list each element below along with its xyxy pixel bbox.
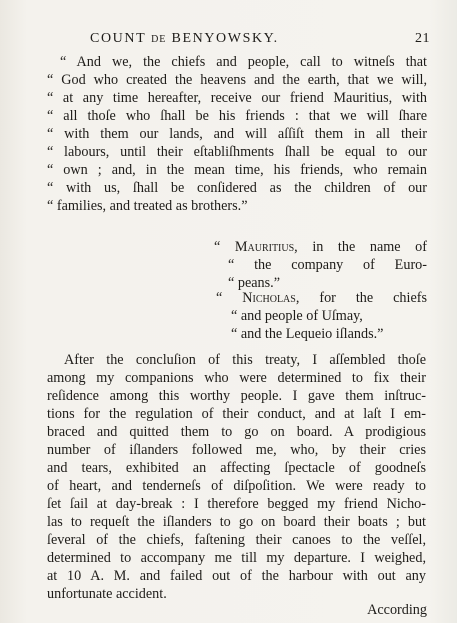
signature-mauritius-role: in the name of xyxy=(312,239,427,255)
signature-nicholas-line-1: “ Nicholas, for the chiefs xyxy=(216,290,427,306)
page-number: 21 xyxy=(415,31,430,46)
quote-line-6: “ labours, until their eſtabliſhments ſhall be equal to our xyxy=(47,144,427,160)
body-line-2: among my companions who were determined to fix their xyxy=(47,370,426,386)
body-line-11: ſeveral of the chiefs, faſtening their canoes to the veſſel, xyxy=(47,532,426,548)
body-line-4: tions for the regulation of their conduct, and at laſt I em- xyxy=(47,406,426,422)
body-line-1: After the concluſion of this treaty, I aſſembled thoſe xyxy=(64,352,426,368)
body-line-7: and tears, exhibited an affecting ſpectacle of goodneſs xyxy=(47,460,426,476)
quote-line-4: “ all thoſe who ſhall be his friends : that we will ſhare xyxy=(47,108,427,124)
running-title-de: DE xyxy=(151,34,167,45)
quote-line-7: “ own ; and, in the mean time, his friends, who remain xyxy=(47,162,427,178)
signature-nicholas-line-2: “ and people of Uſmay, xyxy=(231,308,363,324)
body-line-3: reſidence among this worthy people. I gave them inſtruc- xyxy=(47,388,426,404)
quote-line-3: “ at any time hereafter, receive our friend Mauritius, with xyxy=(47,90,427,106)
signature-nicholas-role: for the chiefs xyxy=(319,290,427,306)
quote-line-2: “ God who created the heavens and the earth, that we will, xyxy=(47,72,427,88)
running-title-count: COUNT xyxy=(90,31,146,46)
quote-line-8: “ with us, ſhall be conſidered as the children of our xyxy=(47,180,427,196)
quote-line-1: “ And we, the chiefs and people, call to witneſs that xyxy=(60,54,427,70)
signature-nicholas-name: Nicholas, xyxy=(242,290,300,306)
signature-mauritius-line-1: “ Mauritius, in the name of xyxy=(214,239,427,255)
running-title xyxy=(90,31,279,47)
running-header xyxy=(90,31,430,49)
body-line-10: las to requeſt the iſlanders to go on board their boats ; but xyxy=(47,514,426,530)
quote-line-9: “ families, and treated as brothers.” xyxy=(47,198,248,214)
running-title-benyowsky: BENYOWSKY. xyxy=(171,31,279,46)
body-line-6: number of iſlanders followed me, who, by their cries xyxy=(47,442,426,458)
body-line-14: unfortunate accident. xyxy=(47,586,167,602)
body-line-8: of heart, and tenderneſs of diſpoſition. We were ready to xyxy=(47,478,426,494)
signature-mauritius-line-3: “ peans.” xyxy=(228,275,280,291)
signature-mauritius-name: Mauritius, xyxy=(234,239,298,255)
body-line-9: ſet ſail at day-break : I therefore begged my friend Nicho- xyxy=(47,496,426,512)
body-line-5: braced and quitted them to go on board. A prodigious xyxy=(47,424,426,440)
body-line-12: determined to accompany me till my departure. I weighed, xyxy=(47,550,426,566)
signature-mauritius-line-2: “ the company of Euro- xyxy=(228,257,427,273)
body-line-13: at 10 A. M. and failed out of the harbour with out any xyxy=(47,568,426,584)
quote-line-5: “ with them our lands, and will aſſiſt them in all their xyxy=(47,126,427,142)
signature-nicholas-line-3: “ and the Lequeio iſlands.” xyxy=(231,326,384,342)
catchword: According xyxy=(367,602,427,618)
